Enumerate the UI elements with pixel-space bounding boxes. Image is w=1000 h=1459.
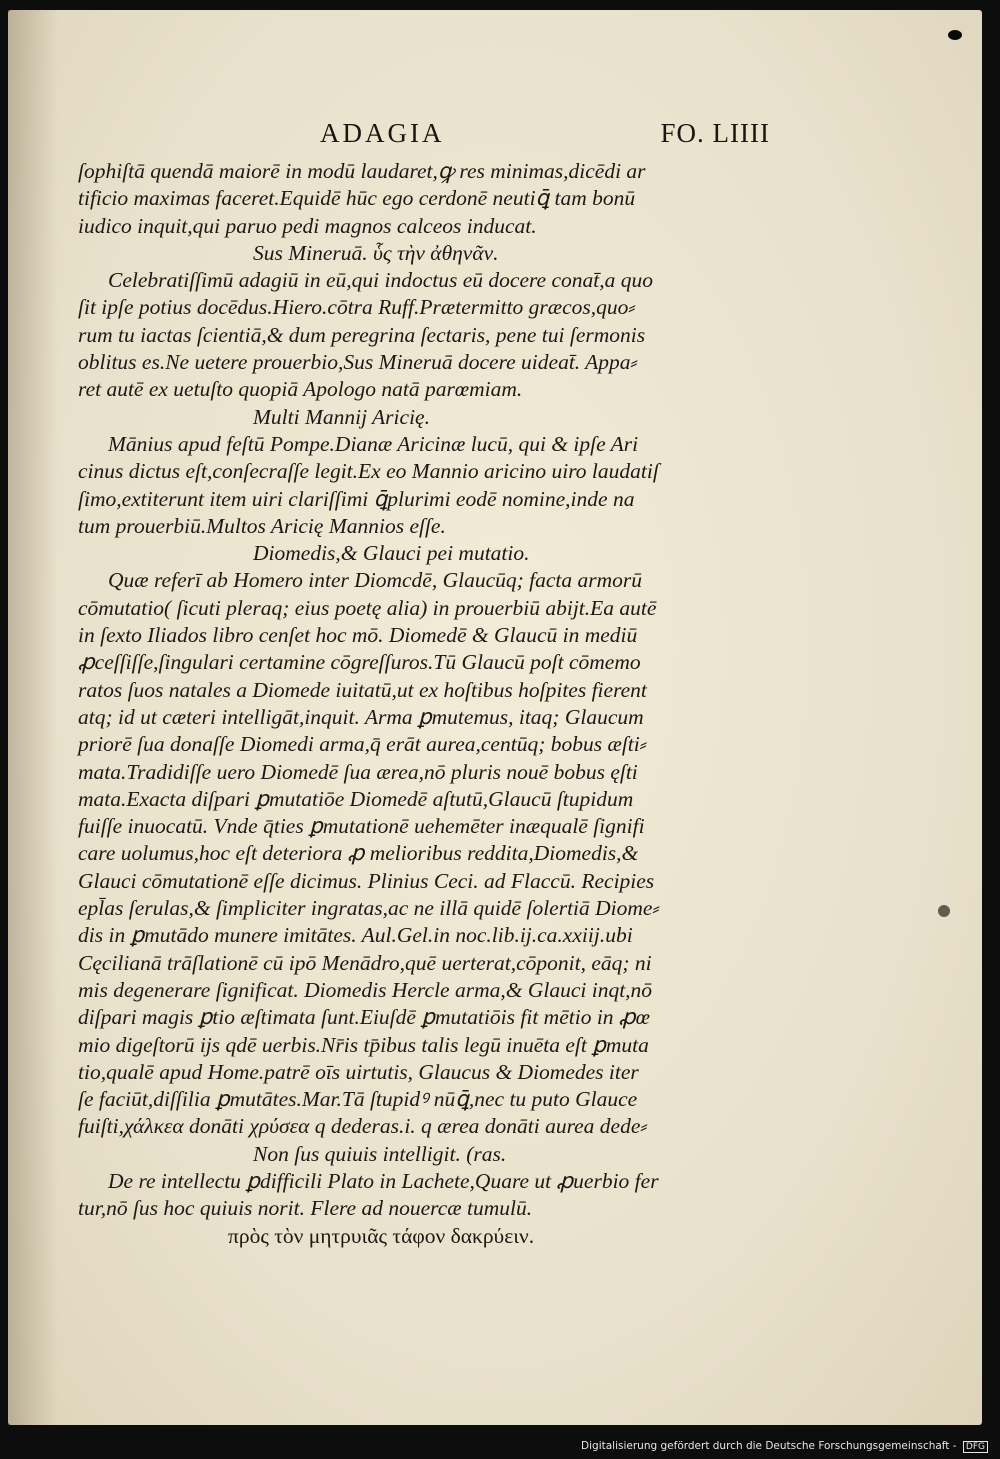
text-line: oblitus es.Ne uetere prouerbio,Sus Mineruā docere uideat̄. Appa⸗: [78, 350, 638, 375]
text-line: priorē ſua donaſſe Diomedi arma,q̄ erāt aurea,centūq; bobus æſti⸗: [78, 732, 647, 757]
text-line: atq; id ut cæteri intelligāt,inquit. Arma ꝑmutemus, itaq; Glaucum: [78, 704, 644, 729]
text-line: ſit ipſe potius docēdus.Hiero.cōtra Ruff.Prætermitto græcos,quo⸗: [78, 295, 636, 320]
folio-number: FO. LIIII: [660, 118, 770, 148]
text-line: cōmutatio( ſicuti pleraq; eius poetę alia) in prouerbiū abijt.Ea autē: [78, 595, 657, 620]
dfg-logo: DFG: [963, 1441, 988, 1453]
text-line: tur,nō ſus hoc quiuis norit. Flere ad nouercæ tumulū.: [78, 1196, 533, 1221]
text-line: tificio maximas faceret.Equidē hūc ego cerdonē neutiꝗ̄ tam bonū: [78, 186, 636, 211]
text-line: tio,qualē apud Home.patrē oīs uirtutis, Glaucus & Diomedes iter: [78, 1059, 639, 1084]
text-line: ſophiſtā quendā maiorē in modū laudaret,ꝙ res minimas,dicēdi ar: [78, 159, 646, 183]
text-line: ꝓceſſiſſe,ſingulari certamine cōgreſſuros.Tū Glaucū poſt cōmemo: [78, 650, 641, 675]
text-line: Mānius apud feſtū Pompe.Dianæ Aricinæ lucū, qui & ipſe Ari: [108, 431, 639, 456]
text-line: fuiſti,χάλκεα donāti χρύσεα q dederas.i. q ærea donāti aurea dede⸗: [78, 1114, 648, 1139]
text-line: ſe faciūt,diſſilia ꝑmutātes.Mar.Tā ſtupidꝰ nūꝗ̄,nec tu puto Glauce: [78, 1087, 638, 1112]
text-line: ratos ſuos natales a Diomede iuitatū,ut ex hoſtibus hoſpites fierent: [78, 677, 647, 702]
text-block: [78, 158, 788, 1250]
credit-text: Digitalisierung gefördert durch die Deutsche Forschungsgemeinschaft -: [581, 1440, 957, 1452]
adage-heading: Diomedis,& Glauci pei mutatio.: [253, 541, 530, 566]
adage-heading: Multi Mannij Aricię.: [253, 404, 430, 429]
text-line: Quæ referī ab Homero inter Diomcdē, Glaucūq; facta armorū: [108, 568, 643, 593]
text-line: iudico inquit,qui paruo pedi magnos calceos inducat.: [78, 213, 537, 238]
text-line: cinus dictus eſt,conſecraſſe legit.Ex eo Mannio aricino uiro laudatiſ: [78, 459, 659, 484]
adage-heading: Sus Mineruā. ὗς τὴν ἀθηνᾶν.: [253, 240, 499, 265]
text-line: tum prouerbiū.Multos Aricię Mannios eſſe.: [78, 513, 446, 538]
ink-blot: [948, 30, 962, 40]
text-line: De re intellectu ꝑdifficili Plato in Lachete,Quare ut ꝓuerbio fer: [108, 1168, 659, 1193]
text-line: epl̄as ſerulas,& ſimpliciter ingratas,ac ne illā quidē ſolertiā Diome⸗: [78, 896, 660, 921]
greek-adage-line: πρὸς τὸν μητρυιᾶς τάφον δακρύειν.: [228, 1223, 535, 1248]
text-line: mis degenerare ſignificat. Diomedis Hercle arma,& Glauci inqt,nō: [78, 977, 653, 1002]
text-line: dis in ꝑmutādo munere imitātes. Aul.Gel.in noc.lib.ij.ca.xxiij.ubi: [78, 923, 633, 948]
text-line: Glauci cōmutationē eſſe dicimus. Plinius Ceci. ad Flaccū. Recipies: [78, 868, 655, 893]
running-header: [80, 118, 770, 154]
text-line: mata.Tradidiſſe uero Diomedē ſua ærea,nō pluris nouē bobus ęſti: [78, 759, 638, 784]
text-line: Cęcilianā trāſlationē cū ipō Menādro,quē uerterat,cōponit, eāq; ni: [78, 950, 652, 975]
text-line: ret autē ex uetuſto quopiā Apologo natā parœmiam.: [78, 377, 523, 402]
text-line: care uolumus,hoc eſt deteriora ꝓ melioribus reddita,Diomedis,&: [78, 841, 639, 866]
text-line: Celebratiſſimū adagiū in eū,qui indoctus eū docere conat̄,a quo: [108, 268, 653, 293]
digitization-credit: [581, 1440, 988, 1453]
text-line: mata.Exacta diſpari ꝑmutatiōe Diomedē aſtutū,Glaucū ſtupidum: [78, 786, 634, 811]
adage-heading: Non ſus quiuis intelligit. (ras.: [253, 1141, 507, 1166]
text-line: in ſexto Iliados libro cenſet hoc mō. Diomedē & Glaucū in mediū: [78, 623, 638, 648]
text-line: fuiſſe inuocatū. Vnde q̄ties ꝑmutationē uehemēter inæqualē ſignifi: [78, 814, 645, 839]
text-line: mio digeſtorū ijs qdē uerbis.Nr̄is tp̄ibus talis legū inuēta eſt ꝑmuta: [78, 1032, 649, 1057]
running-title: ADAGIA: [320, 118, 445, 148]
text-line: diſpari magis ꝑtio æſtimata ſunt.Eiuſdē ꝑmutatiōis fit mētio in ꝓœ: [78, 1005, 650, 1030]
text-line: ſimo,extiterunt item uiri clariſſimi ꝗ̄plurimi eodē nomine,inde na: [78, 486, 635, 511]
paper-stain: [938, 905, 950, 917]
text-line: rum tu iactas ſcientiā,& dum peregrina ſectaris, pene tui ſermonis: [78, 322, 646, 347]
